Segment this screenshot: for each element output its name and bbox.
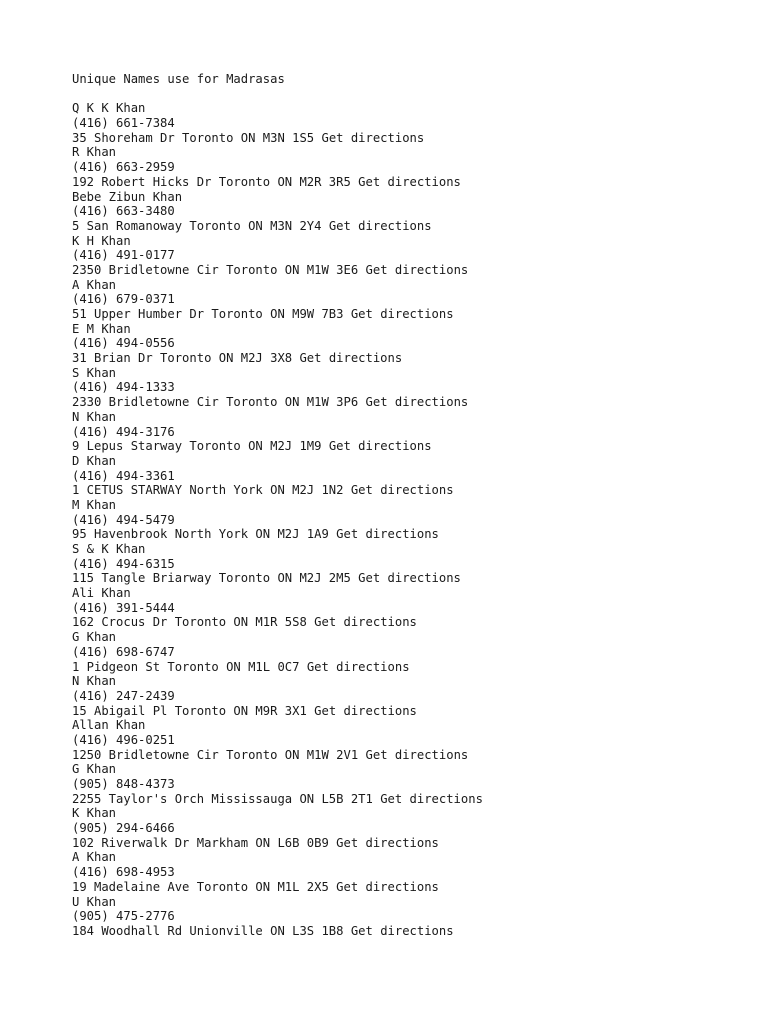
listing-name: A Khan: [72, 277, 117, 292]
listing-entry: [72, 542, 752, 586]
listing-name: S Khan: [72, 365, 117, 380]
listing-address-line: [72, 307, 752, 322]
get-directions-link[interactable]: Get directions: [328, 439, 432, 454]
listing-name: Bebe Zibun Khan: [72, 189, 183, 204]
listing-name: Allan Khan: [72, 718, 146, 733]
listing-address: 35 Shoreham Dr Toronto ON M3N 1S5: [72, 130, 315, 145]
listing-name: A Khan: [72, 850, 117, 865]
listing-phone: (905) 475-2776: [72, 909, 175, 924]
listing-name: N Khan: [72, 674, 117, 689]
listing-name: D Khan: [72, 453, 117, 468]
listing-address: 15 Abigail Pl Toronto ON M9R 3X1: [72, 703, 307, 718]
get-directions-link[interactable]: Get directions: [365, 262, 469, 277]
listing-phone: (416) 247-2439: [72, 688, 175, 703]
listing-address-line: [72, 924, 752, 939]
listing-phone: (416) 494-3361: [72, 468, 175, 483]
listing-name: R Khan: [72, 145, 117, 160]
get-directions-link[interactable]: Get directions: [299, 351, 403, 366]
listing-address: 5 San Romanoway Toronto ON M3N 2Y4: [72, 218, 322, 233]
listing-entry: [72, 895, 752, 939]
listing-address-line: [72, 395, 752, 410]
listing-phone: (416) 663-3480: [72, 204, 175, 219]
get-directions-link[interactable]: Get directions: [365, 395, 469, 410]
listing-name: K H Khan: [72, 233, 131, 248]
listing-phone: (416) 494-5479: [72, 512, 175, 527]
listing-entry: [72, 718, 752, 762]
get-directions-link[interactable]: Get directions: [358, 174, 461, 189]
listing-address: 102 Riverwalk Dr Markham ON L6B 0B9: [72, 835, 329, 850]
listing-name: Q K K Khan: [72, 101, 146, 116]
listing-phone: (905) 294-6466: [72, 821, 175, 836]
listing-entry: [72, 278, 752, 322]
listing-entry: [72, 322, 752, 366]
listing-address: 184 Woodhall Rd Unionville ON L3S 1B8: [72, 923, 344, 938]
listing-address: 115 Tangle Briarway Toronto ON M2J 2M5: [72, 571, 351, 586]
listing-phone: (905) 848-4373: [72, 777, 175, 791]
get-directions-link[interactable]: Get directions: [336, 527, 439, 542]
listing-entry: [72, 101, 752, 145]
listing-phone: (416) 496-0251: [72, 732, 175, 747]
listing-address-line: [72, 792, 752, 807]
listing-list: [72, 101, 752, 938]
listing-address-line: [72, 131, 752, 146]
listing-address: 1 Pidgeon St Toronto ON M1L 0C7: [72, 659, 300, 674]
listing-address-line: [72, 439, 752, 454]
listing-entry: [72, 586, 752, 630]
get-directions-link[interactable]: Get directions: [314, 615, 417, 630]
listing-address-line: [72, 219, 752, 234]
listing-address-line: [72, 748, 752, 763]
listing-address-line: [72, 527, 752, 542]
document-title: Unique Names use for Madrasas: [72, 72, 285, 86]
get-directions-link[interactable]: Get directions: [306, 659, 410, 674]
listing-entry: [72, 498, 752, 542]
listing-address-line: [72, 704, 752, 719]
get-directions-link[interactable]: Get directions: [328, 218, 432, 233]
listing-phone: (416) 698-4953: [72, 865, 175, 880]
listing-phone: (416) 494-0556: [72, 336, 175, 351]
listing-address-line: [72, 571, 752, 586]
listing-address: 2330 Bridletowne Cir Toronto ON M1W 3P6: [72, 395, 359, 410]
get-directions-link[interactable]: Get directions: [321, 130, 425, 145]
get-directions-link[interactable]: Get directions: [358, 571, 461, 586]
listing-address-line: [72, 880, 752, 895]
listing-phone: (416) 391-5444: [72, 600, 175, 615]
listing-address-line: [72, 175, 752, 190]
listing-address: 95 Havenbrook North York ON M2J 1A9: [72, 527, 329, 542]
listing-name: U Khan: [72, 894, 117, 909]
listing-address: 1250 Bridletowne Cir Toronto ON M1W 2V1: [72, 747, 359, 762]
listing-name: E M Khan: [72, 321, 131, 336]
listing-name: G Khan: [72, 762, 117, 777]
listing-address-line: [72, 836, 752, 851]
listing-name: S & K Khan: [72, 542, 146, 556]
get-directions-link[interactable]: Get directions: [365, 747, 469, 762]
listing-address: 192 Robert Hicks Dr Toronto ON M2R 3R5: [72, 174, 351, 189]
listing-phone: (416) 661-7384: [72, 116, 175, 131]
listing-address: 31 Brian Dr Toronto ON M2J 3X8: [72, 351, 293, 366]
listing-entry: [72, 674, 752, 718]
listing-address: 19 Madelaine Ave Toronto ON M1L 2X5: [72, 879, 329, 894]
listing-address-line: [72, 660, 752, 675]
get-directions-link[interactable]: Get directions: [336, 879, 439, 894]
listing-entry: [72, 410, 752, 454]
get-directions-link[interactable]: Get directions: [350, 483, 454, 498]
listing-phone: (416) 679-0371: [72, 292, 175, 307]
listing-address-line: [72, 483, 752, 498]
get-directions-link[interactable]: Get directions: [350, 307, 454, 321]
listing-name: K Khan: [72, 806, 117, 821]
listing-phone: (416) 494-1333: [72, 380, 175, 395]
listing-address: 9 Lepus Starway Toronto ON M2J 1M9: [72, 439, 322, 454]
listing-entry: [72, 454, 752, 498]
listing-entry: [72, 190, 752, 234]
listing-address: 51 Upper Humber Dr Toronto ON M9W 7B3: [72, 307, 344, 321]
document-page: [72, 72, 752, 939]
get-directions-link[interactable]: Get directions: [350, 923, 454, 938]
listing-phone: (416) 494-3176: [72, 424, 175, 439]
listing-entry: [72, 630, 752, 674]
listing-entry: [72, 762, 752, 806]
listing-address-line: [72, 615, 752, 630]
listing-address-line: [72, 263, 752, 278]
listing-address-line: [72, 351, 752, 366]
listing-entry: [72, 234, 752, 278]
listing-address: 1 CETUS STARWAY North York ON M2J 1N2: [72, 483, 344, 498]
listing-entry: [72, 806, 752, 850]
listing-phone: (416) 663-2959: [72, 160, 175, 175]
listing-entry: [72, 850, 752, 894]
listing-address: 2350 Bridletowne Cir Toronto ON M1W 3E6: [72, 262, 359, 277]
listing-name: Ali Khan: [72, 586, 131, 601]
get-directions-link[interactable]: Get directions: [336, 835, 439, 850]
listing-name: M Khan: [72, 497, 117, 512]
listing-name: G Khan: [72, 630, 117, 645]
listing-name: N Khan: [72, 409, 117, 424]
listing-phone: (416) 698-6747: [72, 644, 175, 659]
get-directions-link[interactable]: Get directions: [314, 703, 417, 718]
listing-address: 2255 Taylor's Orch Mississauga ON L5B 2T1: [72, 791, 373, 806]
listing-phone: (416) 494-6315: [72, 556, 175, 571]
listing-entry: [72, 366, 752, 410]
get-directions-link[interactable]: Get directions: [380, 791, 483, 806]
listing-phone: (416) 491-0177: [72, 248, 175, 263]
listing-address: 162 Crocus Dr Toronto ON M1R 5S8: [72, 615, 307, 630]
listing-entry: [72, 145, 752, 189]
